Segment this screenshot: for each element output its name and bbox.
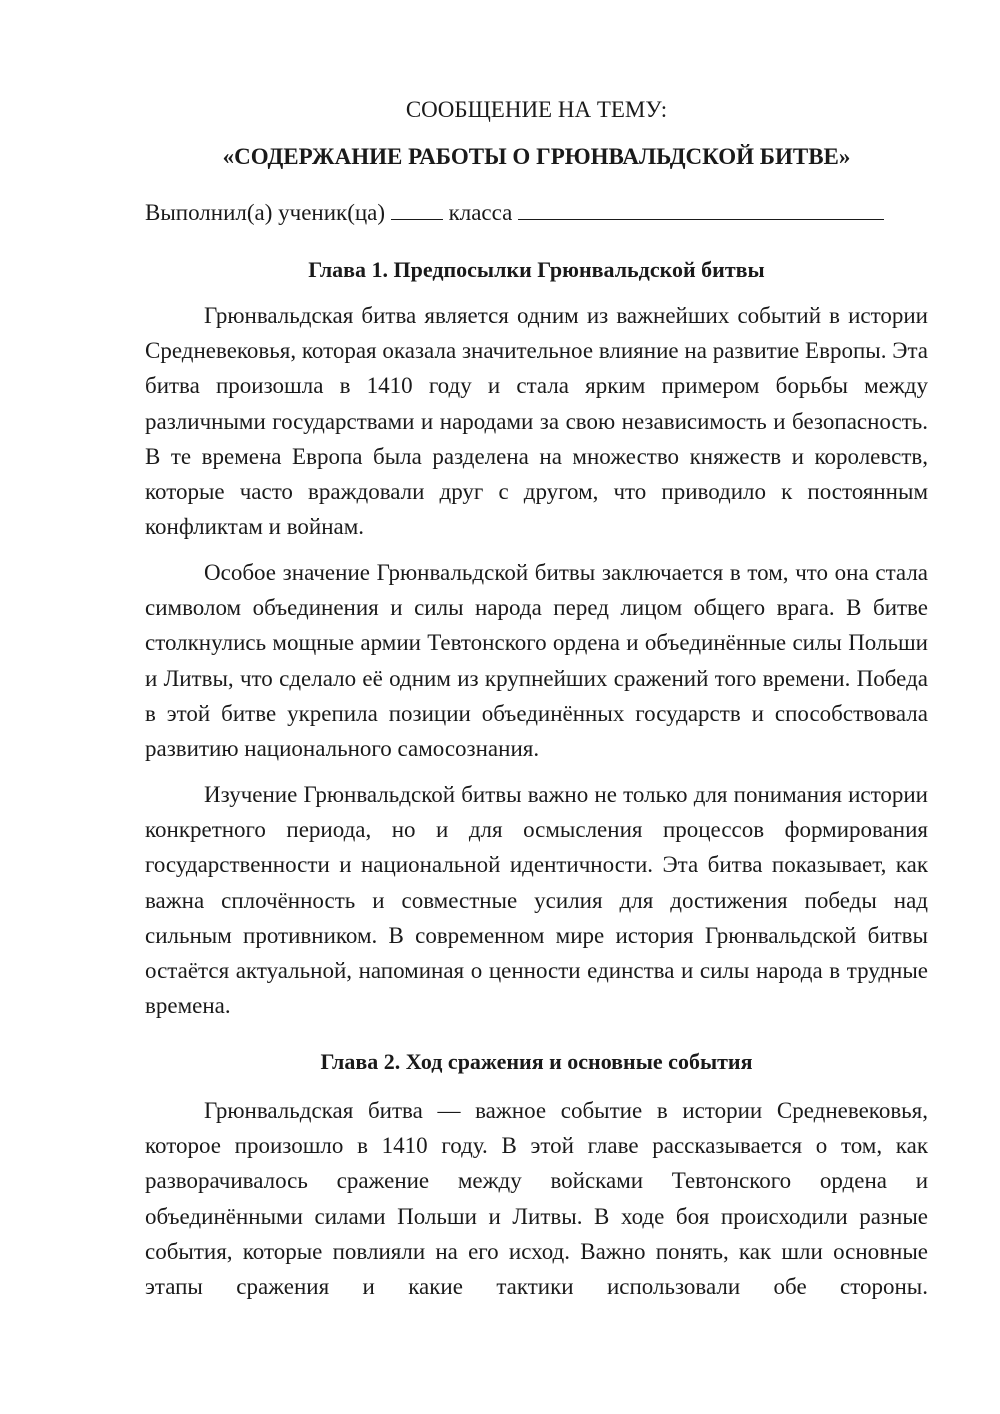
chapter-2-paragraph: Грюнвальдская битва — важное событие в истории Средневековья, которое произошло в 1410 году. В этой главе рассказывается о том, как разворачивалось сражение между войсками Тевтонского ордена и объединёнными силами Польши и Литвы. В ходе боя происходили разные события, которые повлияли на его исход. Важно понять, как шли основные этапы сражения и какие тактики использовали обе стороны.	[145, 1098, 928, 1300]
chapter-1-paragraph: Особое значение Грюнвальдской битвы заключается в том, что она стала символом объединения и силы народа перед лицом общего врага. В битве столкнулись мощные армии Тевтонского ордена и объединённые силы Польши и Литвы, что сделало её одним из крупнейших сражений того времени. Победа в этой битве укрепила позиции объединённых государств и способствовала развитию национального самосознания.	[145, 560, 928, 762]
document-heading: СООБЩЕНИЕ НА ТЕМУ:	[405, 97, 668, 122]
chapter-1-paragraph: Грюнвальдская битва является одним из важнейших событий в истории Средневековья, которая оказала значительное влияние на развитие Европы. Эта битва произошла в 1410 году и стала ярким примером борьбы между различными государствами и народами за свою независимость и безопасность. В те времена Европа была разделена на множество княжеств и королевств, которые часто враждовали друг с другом, что приводило к постоянным конфликтам и войнам.	[145, 303, 928, 540]
class-label: класса	[448, 200, 513, 225]
class-blank	[518, 197, 884, 220]
chapter-1-title: Глава 1. Предпосылки Грюнвальдской битвы	[308, 257, 765, 282]
document-title: «СОДЕРЖАНИЕ РАБОТЫ О ГРЮНВАЛЬДСКОЙ БИТВЕ»	[222, 144, 851, 169]
chapter-2-title: Глава 2. Ход сражения и основные события	[320, 1049, 753, 1074]
student-name-blank	[391, 197, 443, 220]
author-label: Выполнил(а) ученик(ца)	[145, 200, 386, 225]
chapter-1-paragraph: Изучение Грюнвальдской битвы важно не только для понимания истории конкретного периода, но и для осмысления процессов формирования государственности и национальной идентичности. Эта битва показывает, как важна сплочённость и совместные усилия для достижения победы над сильным противником. В современном мире история Грюнвальдской битвы остаётся актуальной, напоминая о ценности единства и силы народа в трудные времена.	[145, 782, 928, 1019]
author-line	[145, 197, 928, 228]
